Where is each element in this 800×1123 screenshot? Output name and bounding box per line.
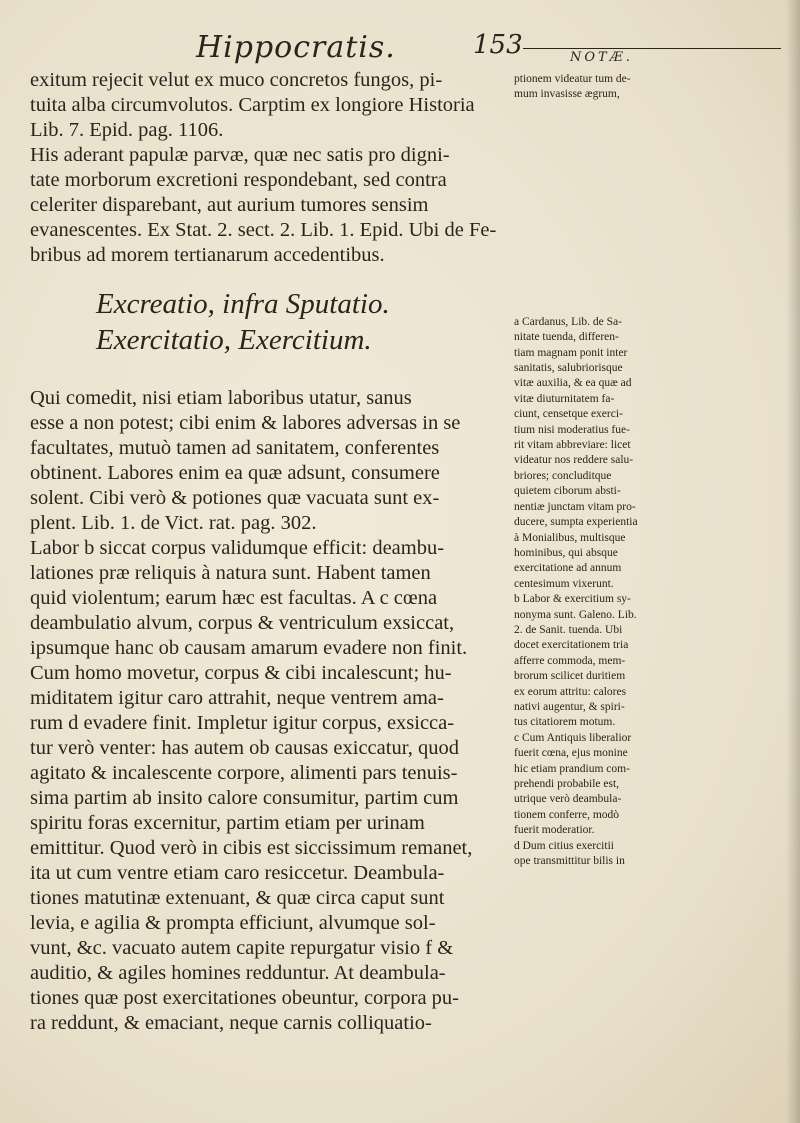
gutter-shadow — [786, 0, 800, 1123]
note-line: ptionem videatur tum de- — [514, 73, 631, 85]
note-line: exercitatione ad annum — [514, 562, 622, 575]
notes-spacer — [514, 103, 780, 315]
text-line: Labor b siccat corpus validumque efficit: deambu- — [30, 537, 445, 559]
running-title: Hippocratis. — [196, 30, 396, 65]
note-line: utrique verò deambula- — [514, 793, 622, 806]
text-line: tiones matutinæ extenuant, & quæ circa caput sunt — [30, 887, 445, 909]
text-line: emittitur. Quod verò in cibis est siccissimum remanet, — [30, 837, 473, 859]
note-line: vitæ auxilia, & ea quæ ad — [514, 377, 632, 390]
note-line: b Labor & exercitium sy- — [514, 593, 631, 606]
text-line: tate morborum excretioni respondebant, sed contra — [30, 169, 447, 191]
text-line: miditatem igitur caro attrahit, neque ventrem ama- — [30, 687, 444, 709]
note-line: tium nisi moderatius fue- — [514, 423, 630, 436]
text-line: sima partim ab insito calore consumitur, partim cum — [30, 787, 459, 809]
note-line: prehendi probabile est, — [514, 778, 620, 790]
text-line: evanescentes. Ex Stat. 2. sect. 2. Lib. 1. Epid. Ubi de Fe- — [30, 219, 497, 241]
text-line: lationes præ reliquis à natura sunt. Habent tamen — [30, 562, 431, 584]
section-heading-exercitatio: Exercitatio, Exercitium. — [96, 324, 372, 356]
note-line: ope transmittitur bilis in — [514, 855, 625, 868]
text-line: deambulatio alvum, corpus & ventriculum exsiccat, — [30, 612, 455, 634]
text-line: quid violentum; earum hæc est facultas. A c cœna — [30, 587, 438, 609]
text-line: tur verò venter: has autem ob causas exiccatur, quod — [30, 737, 459, 759]
text-line: celeriter disparebant, aut aurium tumores sensim — [30, 194, 429, 216]
text-line: obtinent. Labores enim ea quæ adsunt, consumere — [30, 462, 440, 484]
note-line: ex eorum attritu: calores — [514, 685, 627, 698]
text-line: levia, e agilia & prompta efficiunt, alvumque sol- — [30, 912, 436, 934]
text-line: esse a non potest; cibi enim & labores adversas in se — [30, 412, 461, 434]
text-line: His aderant papulæ parvæ, quæ nec satis pro digni- — [30, 144, 450, 166]
section-heading-excreatio: Excreatio, infra Sputatio. — [96, 288, 390, 320]
note-line: fuerit cœna, ejus monine — [514, 747, 628, 760]
note-line: brorum scilicet duritiem — [514, 670, 626, 683]
text-line: solent. Cibi verò & potiones quæ vacuata sunt ex- — [30, 487, 440, 509]
note-line: videatur nos reddere salu- — [514, 454, 634, 467]
page-number: 153 — [473, 30, 523, 60]
note-line: afferre commoda, mem- — [514, 654, 626, 667]
text-line: ra reddunt, & emaciant, neque carnis colliquatio- — [30, 1012, 432, 1034]
text-line: plent. Lib. 1. de Vict. rat. pag. 302. — [30, 512, 317, 534]
text-line: ipsumque hanc ob causam amarum evadere non finit. — [30, 637, 468, 659]
main-text-column — [30, 68, 520, 1036]
note-line: hominibus, qui absque — [514, 546, 618, 559]
text-line: bribus ad morem tertianarum accedentibus. — [30, 244, 385, 266]
note-line: vitæ diuturnitatem fa- — [514, 392, 615, 405]
note-line: nentiæ junctam vitam pro- — [514, 500, 636, 513]
page-header — [0, 26, 800, 66]
note-line: sanitatis, salubriorisque — [514, 362, 623, 375]
text-line: exitum rejecit velut ex muco concretos fungos, pi- — [30, 69, 443, 91]
text-line: rum d evadere finit. Impletur igitur corpus, exsicca- — [30, 712, 455, 734]
notes-label: NOTÆ. — [570, 50, 633, 65]
text-line: Lib. 7. Epid. pag. 1106. — [30, 119, 224, 141]
note-line: quietem ciborum absti- — [514, 485, 621, 498]
note-line: docet exercitationem tria — [514, 639, 629, 652]
note-line: fuerit moderatior. — [514, 824, 595, 837]
text-line: Cum homo movetur, corpus & cibi incalescunt; hu- — [30, 662, 452, 684]
note-line: d Dum citius exercitii — [514, 839, 614, 852]
note-line: nonyma sunt. Galeno. Lib. — [514, 608, 637, 621]
note-line: c Cum Antiquis liberalior — [514, 731, 632, 744]
text-line: vunt, &c. vacuato autem capite repurgatur visio f & — [30, 937, 454, 959]
note-line: tiam magnam ponit inter — [514, 346, 628, 359]
note-line: tus citatiorem motum. — [514, 716, 616, 729]
note-line: a Cardanus, Lib. de Sa- — [514, 315, 622, 328]
note-line: tionem conferre, modò — [514, 808, 620, 821]
text-line: auditio, & agiles homines redduntur. At deambula- — [30, 962, 446, 984]
text-line: ita ut cum ventre etiam caro resiccetur. Deambula- — [30, 862, 445, 884]
note-line: centesimum vixerunt. — [514, 577, 614, 590]
note-line: mum invasisse ægrum, — [514, 88, 620, 101]
text-line: tiones quæ post exercitationes obeuntur, corpora pu- — [30, 987, 459, 1009]
text-line: spiritu foras excernitur, partim etiam per urinam — [30, 812, 425, 834]
text-line: tuita alba circumvolutos. Carptim ex longiore Historia — [30, 94, 475, 116]
text-line: Qui comedit, nisi etiam laboribus utatur, sanus — [30, 387, 412, 409]
note-line: ciunt, censetque exerci- — [514, 408, 623, 421]
note-line: nitate tuenda, differen- — [514, 331, 619, 344]
note-line: hic etiam prandium com- — [514, 762, 630, 775]
note-line: à Monialibus, multisque — [514, 531, 626, 544]
note-line: rit vitam abbreviare: licet — [514, 439, 631, 452]
note-line: 2. de Sanit. tuenda. Ubi — [514, 623, 623, 636]
text-line: facultates, mutuò tamen ad sanitatem, conferentes — [30, 437, 440, 459]
notes-column — [514, 72, 780, 869]
note-line: ducere, sumpta experientia — [514, 516, 638, 529]
note-line: nativi augentur, & spiri- — [514, 700, 625, 713]
text-line: agitato & incalescente corpore, alimenti pars tenuis- — [30, 762, 458, 784]
note-line: briores; concluditque — [514, 469, 612, 482]
header-rule — [523, 48, 781, 49]
